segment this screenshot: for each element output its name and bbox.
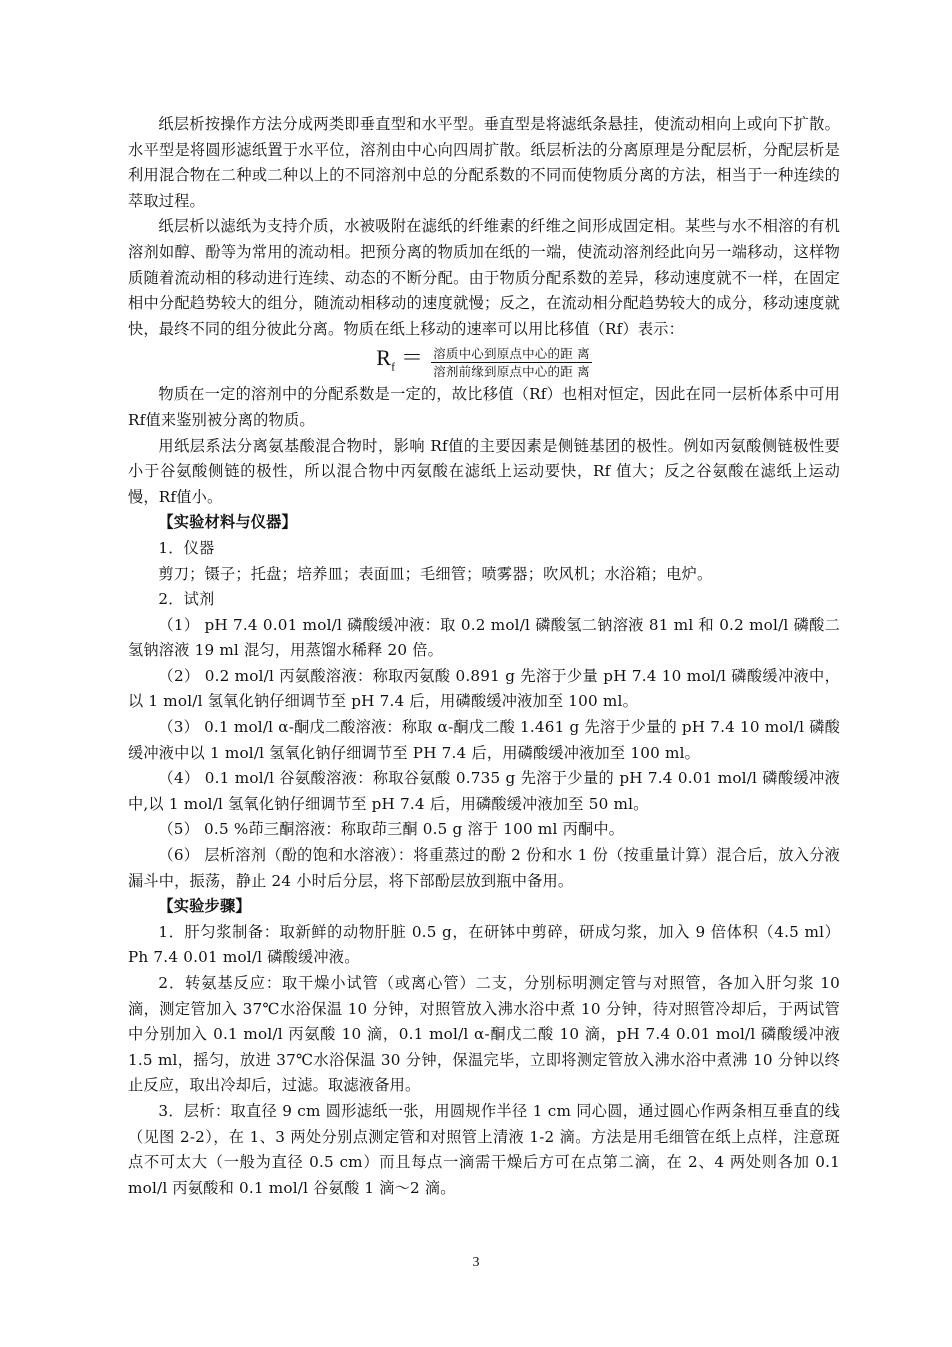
step-3: 3．层析：取直径 9 cm 圆形滤纸一张，用圆规作半径 1 cm 同心圆，通过圆心作两条相互垂直的线（见图 2-2），在 1、3 两处分别点测定管和对照管上清液 1-2 滴。方法是用毛细管在纸上点样，注意斑点不可太大（一般为直径 0.5 cm）而且每点一滴需干燥后方可在点第二滴，在 2、4 两处则各加 0.1 mol/l 丙氨酸和 0.1 mol/l 谷氨酸 1 滴～2 滴。 [128,1101,840,1197]
paragraph-3: 物质在一定的溶剂中的分配系数是一定的，故比移值（Rf）也相对恒定，因此在同一层析体系中可用 Rf值来鉴别被分离的物质。 [128,385,840,429]
reagent-1: （1） pH 7.4 0.01 mol/l 磷酸缓冲液：取 0.2 mol/l 磷酸氢二钠溶液 81 ml 和 0.2 mol/l 磷酸二氢钠溶液 19 ml 混匀，用蒸馏水稀释 20 倍。 [128,615,840,660]
formula-numerator: 溶质中心到原点中心的距 离 [433,345,590,361]
reagent-5: （5） 0.5 %茚三酮溶液：称取茚三酮 0.5 g 溶于 100 ml 丙酮中。 [158,820,625,839]
formula-lhs-main: R [376,344,392,370]
formula-equals: ＝ [401,344,424,370]
reagent-4: （4） 0.1 mol/l 谷氨酸溶液：称取谷氨酸 0.735 g 先溶于少量的 pH 7.4 0.01 mol/l 磷酸缓冲液中,以 1 mol/l 氢氧化钠仔细调节至 pH 7.4 后，用磷酸缓冲液加至 50 ml。 [128,769,840,813]
page-number: 3 [472,1255,480,1270]
intro-paragraph-1: 纸层析按操作方法分成两类即垂直型和水平型。垂直型是将滤纸条悬挂，使流动相向上或向下扩散。水平型是将圆形滤纸置于水平位，溶剂由中心向四周扩散。纸层析法的分离原理是分配层析，分配层析是利用混合物在二种或二种以上的不同溶剂中总的分配系数的不同而使物质分离的方法，相当于一种连续的萃取过程。 [128,115,840,210]
materials-heading: 【实验材料与仪器】 [158,513,297,532]
reagent-6: （6） 层析溶剂（酚的饱和水溶液）：将重蒸过的酚 2 份和水 1 份（按重量计算）混合后，放入分液漏斗中，振荡，静止 24 小时后分层，将下部酚层放到瓶中备用。 [128,846,840,890]
step-2: 2．转氨基反应：取干燥小试管（或离心管）二支，分别标明测定管与对照管，各加入肝匀浆 10 滴，测定管加入 37℃水浴保温 10 分钟，对照管放入沸水浴中煮 10 分钟，待对照管冷却后，于两试管中分别加入 0.1 mol/l 丙氨酸 10 滴，0.1 mol/l α-酮戊二酸 10 滴，pH 7.4 0.01 mol/l 磷酸缓冲液 1.5 ml，摇匀，放进 37℃水浴保温 30 分钟，保温完毕，立即将测定管放入沸水浴中煮沸 10 分钟以终止反应，取出冷却后，过滤。取滤液备用。 [128,974,840,1095]
formula-lhs-sub: f [391,359,396,374]
formula-fraction [431,346,592,379]
document-page [128,112,840,1201]
reagents-title: 2．试剂 [158,590,215,609]
formula-lhs [376,345,423,380]
reagent-3: （3） 0.1 mol/l α-酮戊二酸溶液：称取 α-酮戊二酸 1.461 g 先溶于少量的 pH 7.4 10 mol/l 磷酸缓冲液中以 1 mol/l 氢氧化钠仔细调节至 PH 7.4 后，用磷酸缓冲液加至 100 ml。 [128,718,840,762]
paragraph-4: 用纸层系法分离氨基酸混合物时，影响 Rf值的主要因素是侧链基团的极性。例如丙氨酸侧链极性要小于谷氨酸侧链的极性，所以混合物中丙氨酸在滤纸上运动要快，Rf 值大；反之谷氨酸在滤纸上运动慢，Rf值小。 [128,436,840,506]
formula-denominator: 溶剂前缘到原点中心的距 离 [433,363,590,379]
rf-formula [128,344,840,380]
reagent-2: （2） 0.2 mol/l 丙氨酸溶液：称取丙氨酸 0.891 g 先溶于少量 pH 7.4 10 mol/l 磷酸缓冲液中，以 1 mol/l 氢氧化钠仔细调节至 pH 7.4 后，用磷酸缓冲液加至 100 ml。 [128,666,840,711]
step-1: 1．肝匀浆制备：取新鲜的动物肝脏 0.5 g，在研钵中剪碎，研成匀浆，加入 9 倍体积（4.5 ml）Ph 7.4 0.01 mol/l 磷酸缓冲液。 [128,922,840,967]
intro-paragraph-2: 纸层析以滤纸为支持介质，水被吸附在滤纸的纤维素的纤维之间形成固定相。某些与水不相溶的有机溶剂如醇、酚等为常用的流动相。把预分离的物质加在纸的一端，使流动溶剂经此向另一端移动，这样物质随着流动相的移动进行连续、动态的不断分配。由于物质分配系数的差异，移动速度就不一样，在固定相中分配趋势较大的组分，随流动相移动的速度就慢；反之，在流动相分配趋势较大的成分，移动速度就快，最终不同的组分彼此分离。物质在纸上移动的速率可以用比移值（Rf）表示： [128,217,840,338]
steps-heading: 【实验步骤】 [158,897,251,916]
instruments-list: 剪刀；镊子；托盘；培养皿；表面皿；毛细管；喷雾器；吹风机；水浴箱；电炉。 [158,564,713,583]
instruments-title: 1．仪器 [158,538,215,557]
